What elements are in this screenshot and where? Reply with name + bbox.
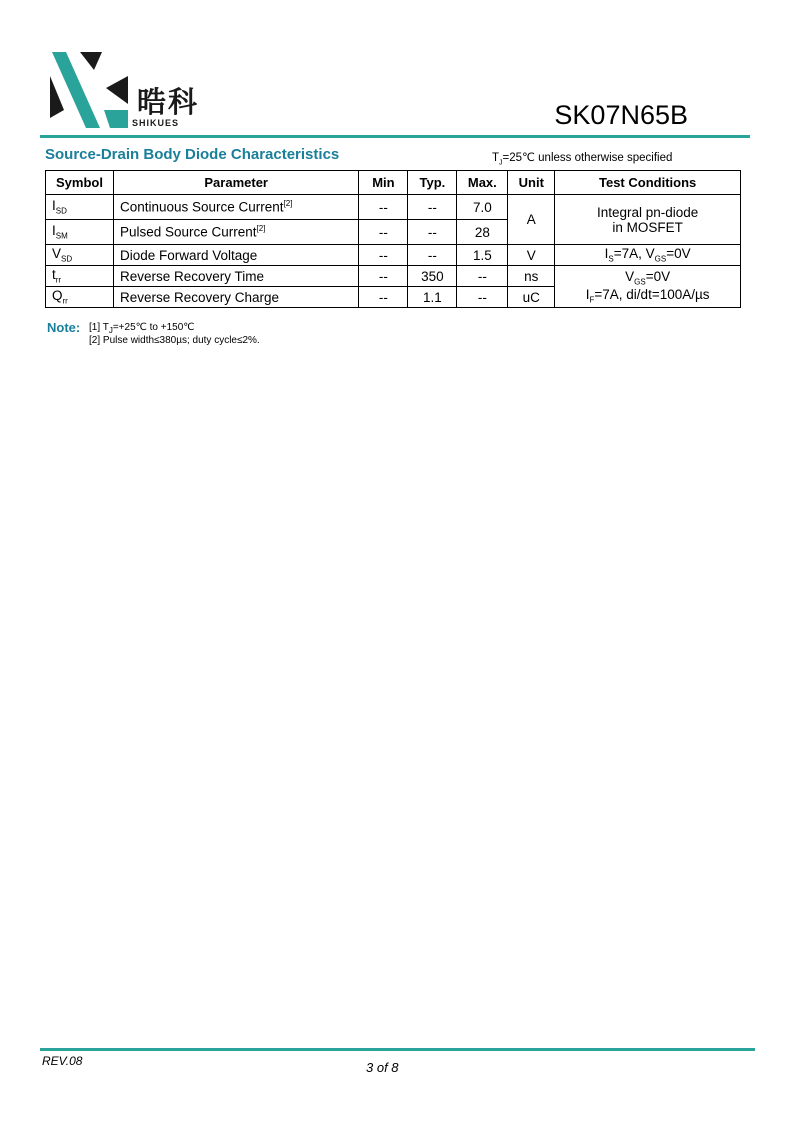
typ-cell: -- — [408, 220, 457, 245]
page-number: 3 of 8 — [366, 1060, 399, 1075]
header-divider — [40, 135, 750, 138]
symbol-cell: $I_{SD}$ — [46, 195, 114, 220]
header-parameter: Parameter — [113, 171, 358, 195]
logo-chinese-name: 晧科 — [137, 85, 200, 119]
min-cell: -- — [359, 195, 408, 220]
unit-cell-merged: A — [508, 195, 555, 245]
min-cell: -- — [359, 287, 408, 308]
header-typ: Typ. — [408, 171, 457, 195]
condition-cell-merged: Integral pn-diode in MOSFET — [555, 195, 741, 245]
note-label: Note: — [47, 320, 81, 335]
symbol-cell: $t_{rr}$ — [46, 266, 114, 287]
symbol-cell: $I_{SM}$ — [46, 220, 114, 245]
logo-english-name: SHIKUES — [132, 118, 180, 128]
symbol-cell: $V_{SD}$ — [46, 245, 114, 266]
unit-cell: ns — [508, 266, 555, 287]
header-min: Min — [359, 171, 408, 195]
max-cell: -- — [457, 287, 508, 308]
logo-dark-left — [50, 76, 64, 118]
header-symbol: Symbol — [46, 171, 114, 195]
parameter-cell: Reverse Recovery Time — [113, 266, 358, 287]
max-cell: 7.0 — [457, 195, 508, 220]
unit-cell: uC — [508, 287, 555, 308]
min-cell: -- — [359, 245, 408, 266]
note-line-2: [2] Pulse width≤380µs; duty cycle≤2%. — [89, 335, 260, 346]
min-cell: -- — [359, 266, 408, 287]
typ-cell: -- — [408, 195, 457, 220]
header-test-conditions: Test Conditions — [555, 171, 741, 195]
symbol-cell: $Q_{rr}$ — [46, 287, 114, 308]
parameter-cell: Continuous Source Current[2] — [113, 195, 358, 220]
revision-label: REV.08 — [42, 1054, 83, 1068]
parameter-cell: Pulsed Source Current[2] — [113, 220, 358, 245]
max-cell: 28 — [457, 220, 508, 245]
note-line-1: [1] $T_J=+25℃$ to +150℃ — [89, 322, 195, 335]
logo-teal-right — [104, 110, 128, 128]
table-row — [46, 266, 741, 287]
logo-dark-right — [106, 76, 128, 104]
typ-cell: 350 — [408, 266, 457, 287]
unit-cell: V — [508, 245, 555, 266]
header-unit: Unit — [508, 171, 555, 195]
header-max: Max. — [457, 171, 508, 195]
table-row — [46, 245, 741, 266]
section-title: Source-Drain Body Diode Characteristics — [45, 146, 340, 163]
max-cell: 1.5 — [457, 245, 508, 266]
typ-cell: 1.1 — [408, 287, 457, 308]
condition-cell: $I_S=7A$, $V_{GS}=0V$ — [555, 245, 741, 266]
part-number: SK07N65B — [554, 100, 688, 130]
footer-divider — [40, 1048, 755, 1051]
logo-dark-top — [80, 52, 102, 70]
diode-characteristics-table — [45, 170, 741, 308]
min-cell: -- — [359, 220, 408, 245]
typ-cell: -- — [408, 245, 457, 266]
parameter-cell: Reverse Recovery Charge — [113, 287, 358, 308]
table-header-row — [46, 171, 741, 195]
company-logo — [50, 52, 130, 128]
temperature-condition: $T_J=25℃$ unless otherwise specified — [492, 152, 673, 167]
parameter-cell: Diode Forward Voltage — [113, 245, 358, 266]
max-cell: -- — [457, 266, 508, 287]
table-row — [46, 195, 741, 220]
condition-cell-merged: $V_{GS}=0V$ $I_F=7A$, di/dt=100A/µs — [555, 266, 741, 308]
